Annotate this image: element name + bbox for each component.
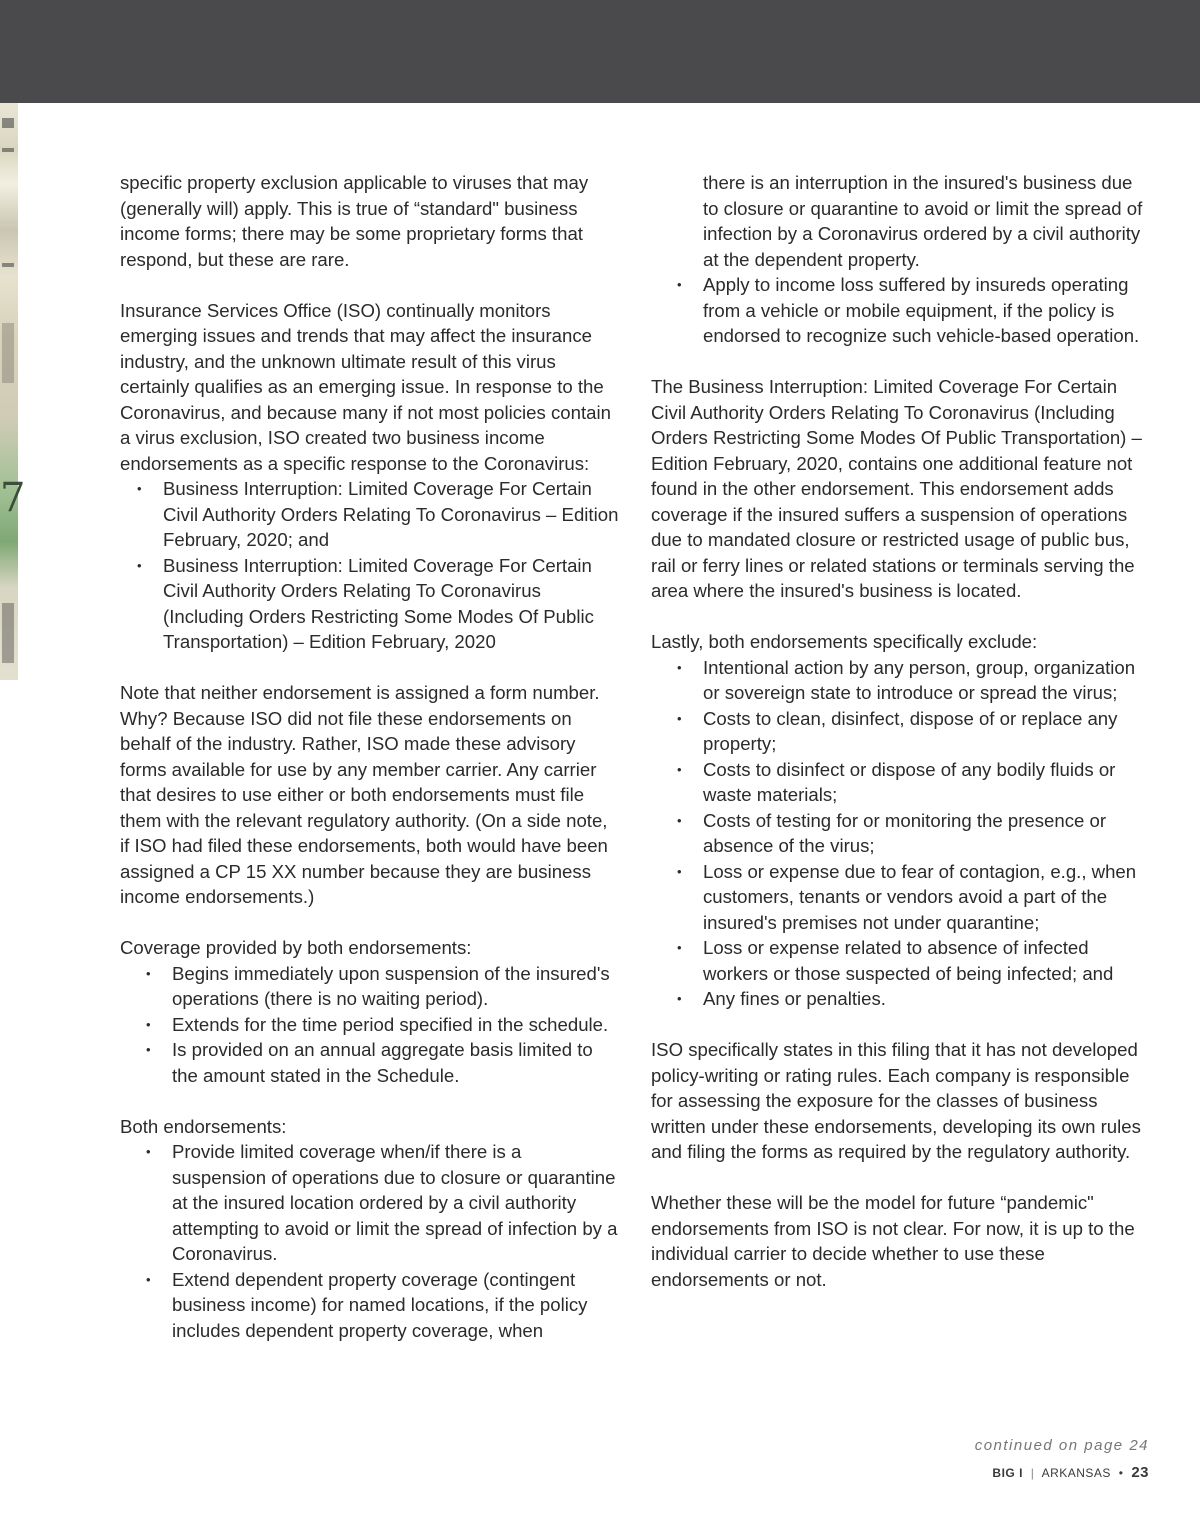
list-item — [146, 1267, 620, 1344]
list-item — [677, 808, 1151, 859]
bullet-icon: • — [677, 991, 682, 1006]
paragraph: The Business Interruption: Limited Coverage For Certain Civil Authority Orders Relating To Coronavirus (Including Orders Restricting Some Modes Of Public Transportation) – Edition February, 2020, contains one additional feature not found in the other endorsement. This endorsement adds coverage if the insured suffers a suspension of operations due to mandated closure or restricted usage of public bus, rail or ferry lines or related stations or terminals serving the area where the insured's business is located. — [651, 376, 1142, 601]
bullet-icon: • — [677, 812, 682, 828]
coverage-list — [146, 961, 620, 1089]
currency-image-strip: 7 — [0, 103, 18, 680]
publication-brand: BIG I — [992, 1466, 1023, 1480]
footer-bullet: • — [1118, 1466, 1124, 1480]
paragraph: Insurance Services Office (ISO) continually monitors emerging issues and trends that may affect the insurance industry, and the unknown ultimate result of this virus certainly qualifies as an emerging issue. In response to the Coronavirus, and because many if not most policies contain a virus exclusion, ISO created two business income endorsements as a specific response to the Coronavirus: — [120, 299, 611, 474]
right-column — [651, 170, 1151, 1292]
list-item — [677, 757, 1151, 808]
bullet-icon: • — [677, 940, 682, 955]
bullet-icon: • — [677, 277, 682, 292]
header-band — [0, 0, 1200, 103]
list-item-text: Apply to income loss suffered by insureds operating from a vehicle or mobile equipment, if the policy is endorsed to recognize such vehicle-based operation. — [703, 274, 1140, 346]
list-item-text: Loss or expense related to absence of infected workers or those suspected of being infected; and — [703, 937, 1114, 984]
bullet-icon: • — [137, 481, 142, 496]
list-item — [146, 1037, 620, 1088]
list-item-text: Business Interruption: Limited Coverage For Certain Civil Authority Orders Relating To Coronavirus (Including Orders Restricting Some Modes Of Public Transportation) – Edition February, 2020 — [163, 554, 594, 652]
bullet-icon: • — [677, 863, 682, 879]
bullet-icon: • — [146, 1042, 151, 1057]
list-item-text: Any fines or penalties. — [703, 988, 886, 1009]
paragraph: Whether these will be the model for future “pandemic" endorsements from ISO is not clear. For now, it is up to the individual carrier to decide whether to use these endorsements or not. — [651, 1192, 1135, 1290]
bullet-icon: • — [146, 965, 151, 981]
bullet-icon: • — [146, 1016, 151, 1032]
list-item-text: Loss or expense due to fear of contagion, e.g., when customers, tenants or vendors avoid a part of the insured's premises not under quarantine; — [703, 860, 1137, 933]
list-item-text: Costs to disinfect or dispose of any bodily fluids or waste materials; — [703, 758, 1116, 805]
paragraph: ISO specifically states in this filing that it has not developed policy-writing or rating rules. Each company is responsible for assessing the exposure for the classes of business written under these endorsements, developing its own rules and filing the forms as required by the regulatory authority. — [651, 1039, 1141, 1162]
bullet-icon: • — [146, 1271, 151, 1287]
list-item-text: Costs of testing for or monitoring the presence or absence of the virus; — [703, 809, 1107, 856]
both-endorsements-list — [146, 1139, 620, 1343]
list-item — [677, 655, 1151, 706]
paragraph: Lastly, both endorsements specifically exclude: — [651, 631, 1038, 652]
bullet-icon: • — [137, 557, 142, 573]
continued-list — [677, 170, 1151, 349]
list-item — [137, 553, 620, 655]
list-item-text: Intentional action by any person, group, organization or sovereign state to introduce or spread the virus; — [703, 656, 1136, 703]
paragraph: Note that neither endorsement is assigned a form number. Why? Because ISO did not file these endorsements on behalf of the industry. Rather, ISO made these advisory forms available for use by any member carrier. Any carrier that desires to use either or both endorsements must file them with the relevant regulatory authority. (On a side note, if ISO had filed these endorsements, both would have been assigned a CP 15 XX number because they are business income endorsements.) — [120, 682, 608, 907]
list-item — [146, 1012, 620, 1038]
list-item-text: Business Interruption: Limited Coverage For Certain Civil Authority Orders Relating To Coronavirus – Edition February, 2020; and — [163, 478, 619, 550]
paragraph: specific property exclusion applicable to viruses that may (generally will) apply. This is true of “standard" business income forms; there may be some proprietary forms that respond, but these are rare. — [120, 172, 589, 270]
continued-note: continued on page 24 — [974, 1437, 1149, 1454]
list-item-text: there is an interruption in the insured's business due to closure or quarantine to avoid or limit the spread of infection by a Coronavirus ordered by a civil authority at the dependent property. — [703, 172, 1143, 270]
list-item — [146, 1139, 620, 1267]
page-footer — [992, 1464, 1149, 1481]
bullet-icon: • — [146, 1144, 151, 1159]
list-item-text: Provide limited coverage when/if there is a suspension of operations due to closure or quarantine at the insured location ordered by a civil authority attempting to avoid or limit the spread of infection by a Coronavirus. — [172, 1141, 618, 1264]
left-column — [120, 170, 620, 1343]
exclusions-list — [677, 655, 1151, 1012]
page-number: 23 — [1131, 1464, 1149, 1481]
list-item — [677, 935, 1151, 986]
publication-state: ARKANSAS — [1041, 1466, 1111, 1480]
bullet-icon: • — [677, 761, 682, 777]
paragraph: Both endorsements: — [120, 1115, 287, 1137]
list-item — [677, 706, 1151, 757]
list-item — [137, 476, 620, 553]
list-item-text: Is provided on an annual aggregate basis limited to the amount stated in the Schedule. — [172, 1039, 593, 1086]
list-item-text: Extend dependent property coverage (contingent business income) for named locations, if the policy includes dependent property coverage, when — [172, 1268, 588, 1341]
list-item-text: Begins immediately upon suspension of the insured's operations (there is no waiting period). — [172, 962, 610, 1009]
list-item-continued — [703, 170, 1151, 272]
list-item-text: Extends for the time period specified in the schedule. — [172, 1013, 609, 1035]
list-item — [677, 272, 1151, 349]
list-item — [146, 961, 620, 1012]
bullet-icon: • — [677, 659, 682, 675]
list-item-text: Costs to clean, disinfect, dispose of or replace any property; — [703, 707, 1118, 754]
footer-separator: | — [1030, 1466, 1035, 1480]
list-item — [677, 859, 1151, 936]
bullet-icon: • — [677, 710, 682, 726]
endorsement-list — [137, 476, 620, 655]
list-item — [677, 986, 1151, 1012]
paragraph: Coverage provided by both endorsements: — [120, 937, 472, 958]
